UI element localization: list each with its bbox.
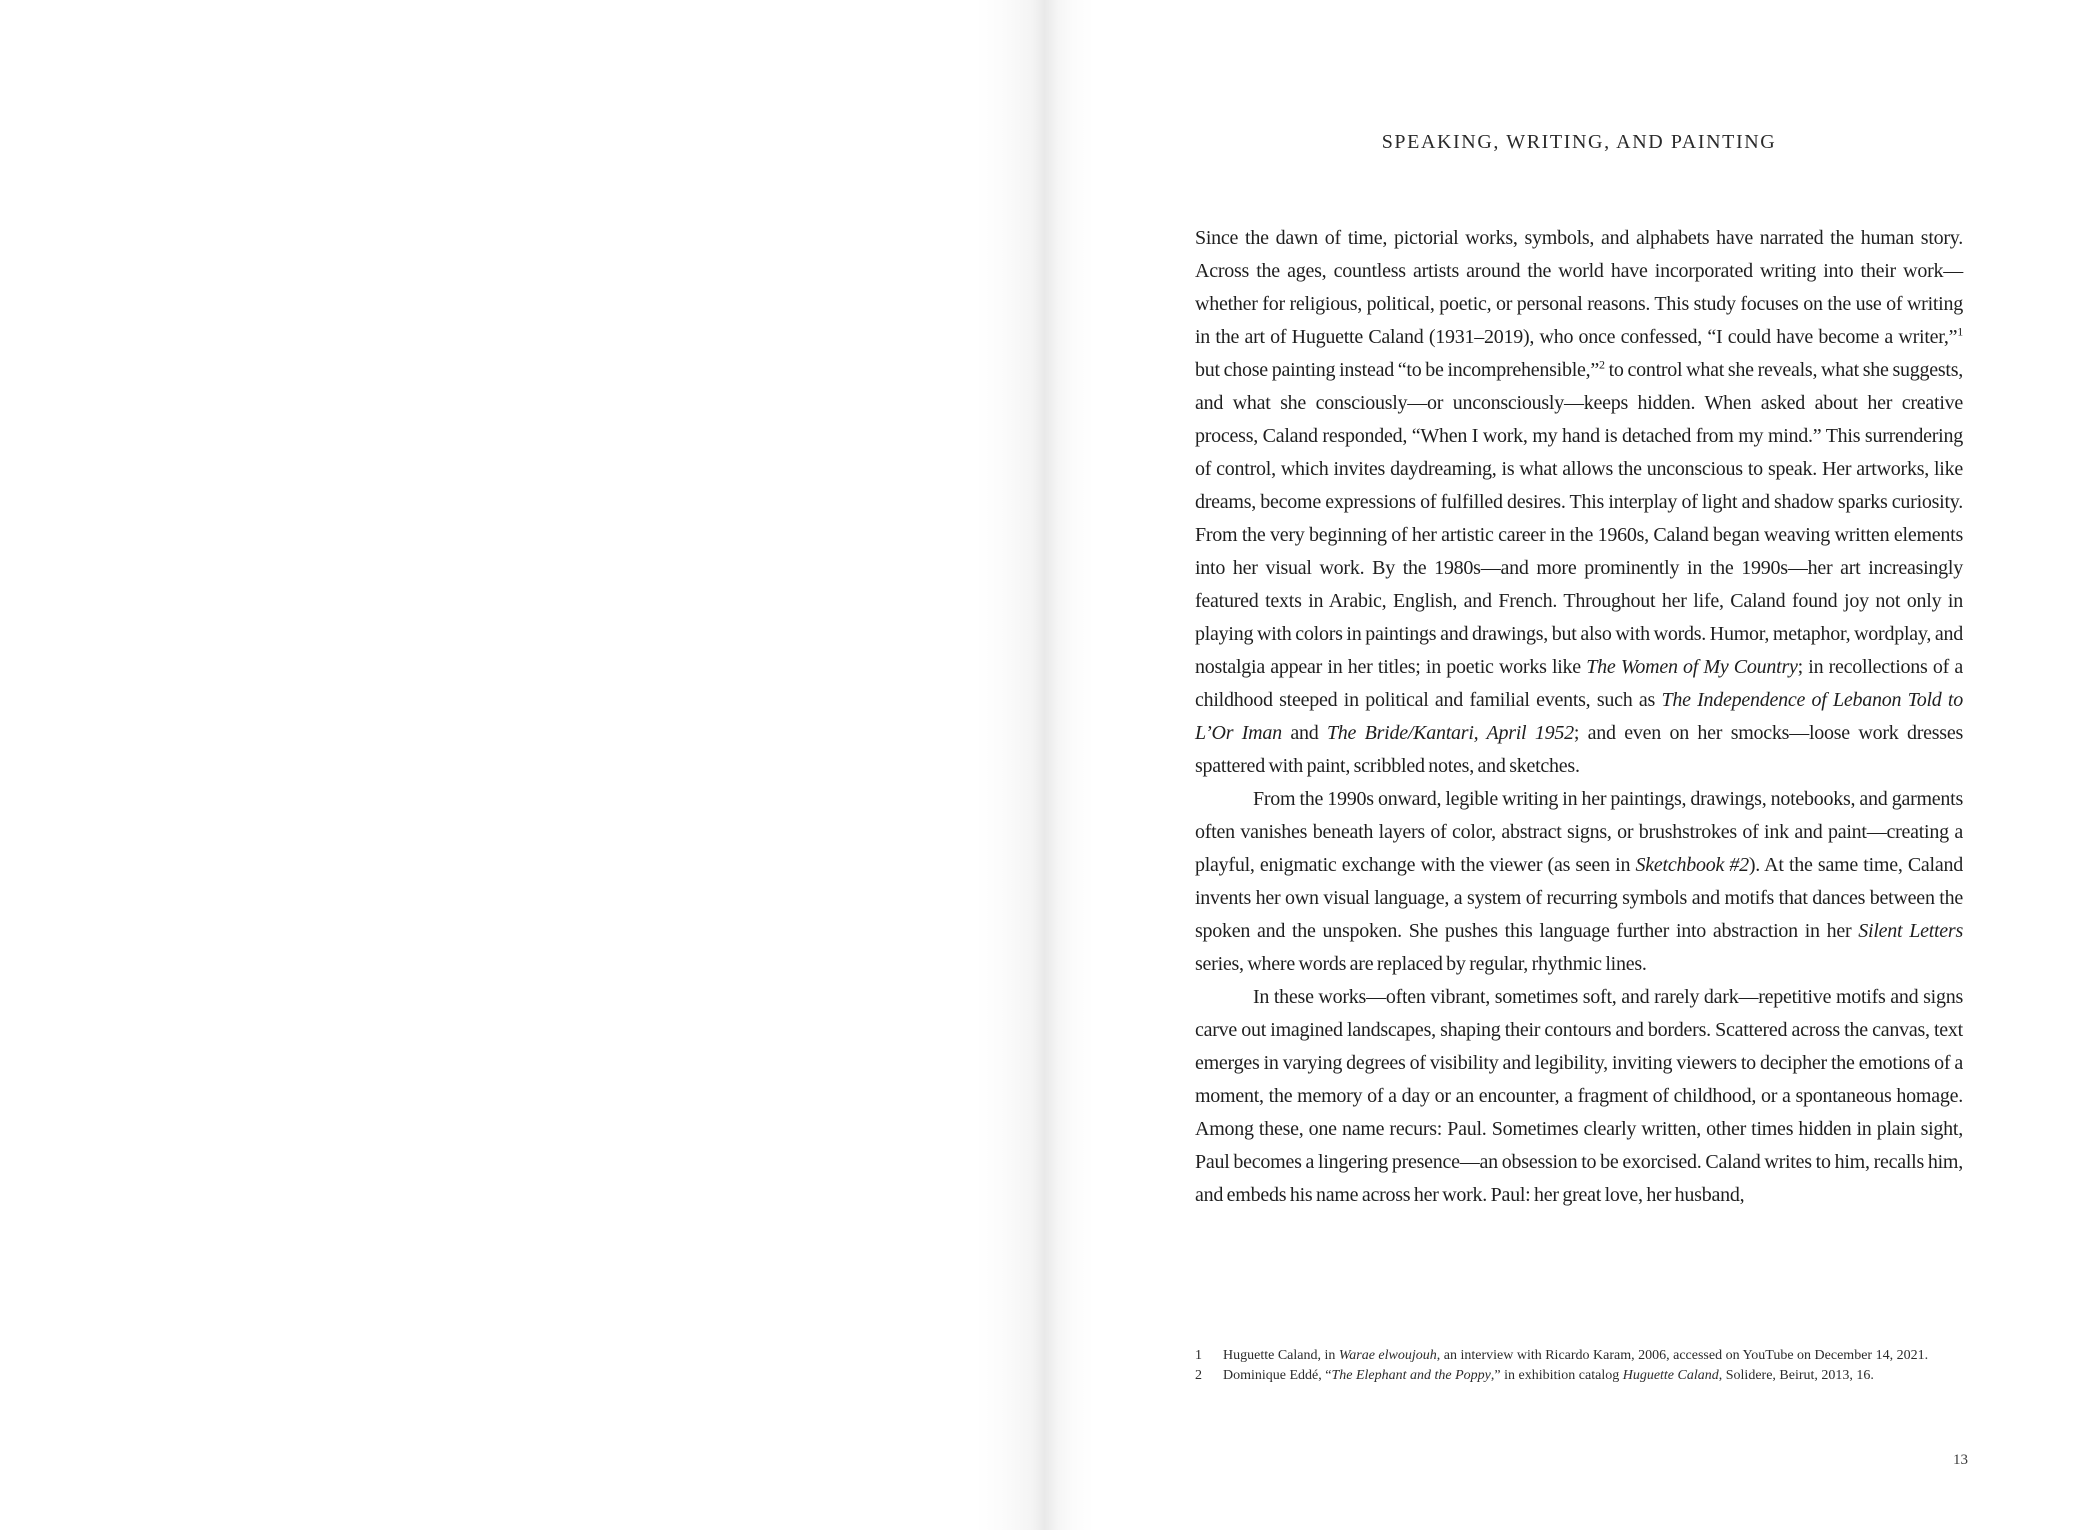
footnote-text: Dominique Eddé, “The Elephant and the Poppy,” in exhibition catalog Huguette Caland, Solidere, Beirut, 2013, 16.	[1223, 1368, 1874, 1383]
paragraph: Since the dawn of time, pictorial works, symbols, and alphabets have narrated the human story. Across the ages, countless artists around the world have incorporated writing into their work—whether for religious, political, poetic, or personal reasons. This study focuses on the use of writing in the art of Huguette Caland (1931–2019), who once confessed, “I could have become a writer,”$^1$ but chose painting instead “to be incomprehensible,”$^2$ to control what she reveals, what she suggests, and what she consciously—or unconsciously—keeps hidden. When asked about her creative process, Caland responded, “When I work, my hand is detached from my mind.” This surrendering of control, which invites daydreaming, is what allows the unconscious to speak. Her artworks, like dreams, become expressions of fulfilled desires. This interplay of light and shadow sparks curiosity. From the very beginning of her artistic career in the 1960s, Caland began weaving written elements into her visual work. By the 1980s—and more prominently in the 1990s—her art increasingly featured texts in Arabic, English, and French. Throughout her life, Caland found joy not only in playing with colors in paintings and drawings, but also with words. Humor, metaphor, wordplay, and nostalgia appear in her titles; in poetic works like The Women of My Country; in recollections of a childhood steeped in political and familial events, such as The Independence of Lebanon Told to L’Or Iman and The Bride/Kantari, April 1952; and even on her smocks—loose work dresses spattered with paint, scribbled notes, and sketches.	[1195, 227, 1964, 777]
footnote-text: Huguette Caland, in Warae elwoujouh, an interview with Ricardo Karam, 2006, accessed on YouTube on December 14, 2021.	[1223, 1348, 1929, 1363]
footnote-number: 1	[1195, 1348, 1202, 1363]
chapter-title: SPEAKING, WRITING, AND PAINTING	[1381, 131, 1777, 153]
footnote-item	[1195, 1366, 1963, 1386]
paragraph: From the 1990s onward, legible writing in her paintings, drawings, notebooks, and garments often vanishes beneath layers of color, abstract signs, or brushstrokes of ink and paint—creating a playful, enigmatic exchange with the viewer (as seen in Sketchbook #2). At the same time, Caland invents her own visual language, a system of recurring symbols and motifs that dances between the spoken and the unspoken. She pushes this language further into abstraction in her Silent Letters series, where words are replaced by regular, rhythmic lines.	[1195, 788, 1963, 975]
footnote-number: 2	[1195, 1368, 1202, 1383]
left-page-blank	[0, 0, 1030, 1530]
paragraph: In these works—often vibrant, sometimes soft, and rarely dark—repetitive motifs and signs carve out imagined landscapes, shaping their contours and borders. Scattered across the canvas, text emerges in varying degrees of visibility and legibility, inviting viewers to decipher the emotions of a moment, the memory of a day or an encounter, a fragment of childhood, or a spontaneous homage. Among these, one name recurs: Paul. Sometimes clearly written, other times hidden in plain sight, Paul becomes a lingering presence—an obsession to be exorcised. Caland writes to him, recalls him, and embeds his name across her work. Paul: her great love, her husband,	[1195, 986, 1963, 1206]
page-number: 13	[1953, 1452, 1968, 1468]
body-text	[1195, 222, 1963, 1212]
footnote-item	[1195, 1346, 1963, 1366]
footnotes	[1195, 1346, 1963, 1386]
